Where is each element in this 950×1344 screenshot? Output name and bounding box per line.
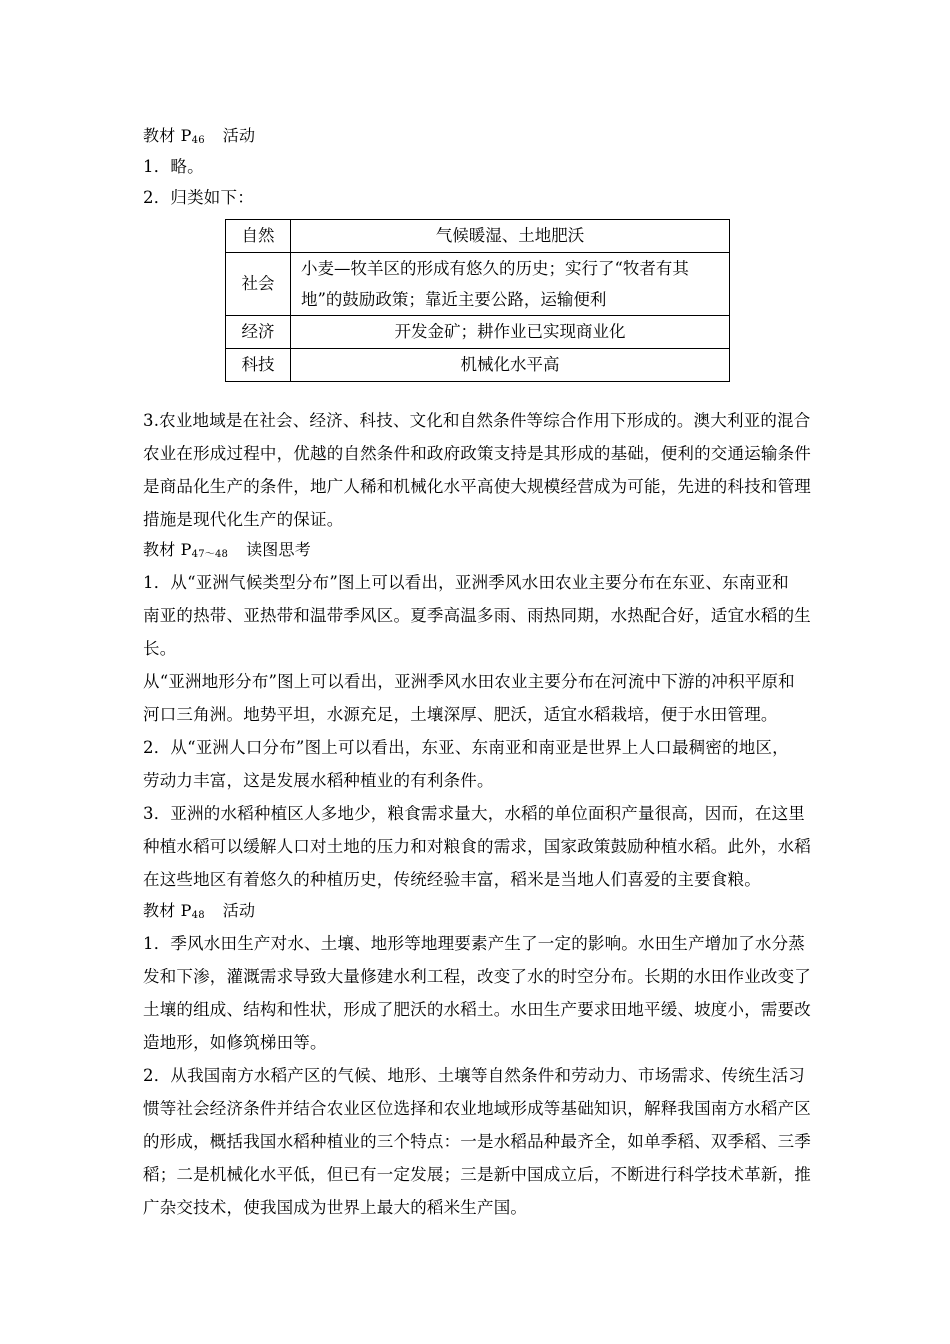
paragraph-line: 2．从“亚洲人口分布”图上可以看出，东亚、东南亚和南亚是世界上人口最稠密的地区， [143,738,789,757]
row-value-line: 小麦—牧羊区的形成有悠久的历史；实行了“牧者有其 [301,259,689,278]
paragraph-line: 南亚的热带、亚热带和温带季风区。夏季高温多雨、雨热同期，水热配合好，适宜水稻的生 [143,606,811,625]
section-heading-p46 [143,126,255,151]
row-key: 科技 [226,349,291,382]
row-value: 机械化水平高 [291,349,730,382]
paragraph-line: 土壤的组成、结构和性状，形成了肥沃的水稻土。水田生产要求田地平缓、坡度小，需要改 [143,1000,811,1019]
row-value: 开发金矿；耕作业已实现商业化 [291,316,730,349]
paragraph-line: 2．从我国南方水稻产区的气候、地形、土壤等自然条件和劳动力、市场需求、传统生活习 [143,1066,805,1085]
row-key: 自然 [226,220,291,253]
paragraph-line: 造地形，如修筑梯田等。 [143,1033,327,1052]
paragraph-line: 广杂交技术，使我国成为世界上最大的稻米生产国。 [143,1198,528,1217]
paragraph-line: 长。 [143,639,177,658]
section-heading-p47-48 [143,540,311,565]
paragraph-line: 稻；二是机械化水平低，但已有一定发展；三是新中国成立后，不断进行科学技术革新，推 [143,1165,811,1184]
row-value: 气候暖湿、土地肥沃 [291,220,730,253]
paragraph-line: 农业在形成过程中，优越的自然条件和政府政策支持是其形成的基础，便利的交通运输条件 [143,444,811,463]
paragraph-line: 种植水稻可以缓解人口对土地的压力和对粮食的需求，国家政策鼓励种植水稻。此外，水稻 [143,837,811,856]
activity-label: 活动 [222,901,256,920]
item-2: 2．归类如下： [143,188,254,207]
table-row [226,349,730,382]
activity-label: 读图思考 [246,540,311,559]
row-value-line: 地”的鼓励政策；靠近主要公路，运输便利 [301,290,607,309]
page-ref: 教材 $P_{47\sim 48}$ [143,540,229,560]
paragraph-line: 3．亚洲的水稻种植区人多地少，粮食需求量大，水稻的单位面积产量很高，因而，在这里 [143,804,805,823]
row-key: 社会 [226,253,291,316]
activity-label: 活动 [222,126,256,145]
table-row [226,220,730,253]
paragraph-line: 3.农业地域是在社会、经济、科技、文化和自然条件等综合作用下形成的。澳大利亚的混合 [143,411,811,430]
paragraph-line: 1．季风水田生产对水、土壤、地形等地理要素产生了一定的影响。水田生产增加了水分蒸 [143,934,805,953]
classification-table [225,219,730,382]
item-1: 1．略。 [143,157,204,176]
paragraph-line: 从“亚洲地形分布”图上可以看出，亚洲季风水田农业主要分布在河流中下游的冲积平原和 [143,672,795,691]
table-row [226,316,730,349]
row-value [291,253,730,316]
paragraph-line: 河口三角洲。地势平坦，水源充足，土壤深厚、肥沃，适宜水稻栽培，便于水田管理。 [143,705,778,724]
paragraph-line: 1．从“亚洲气候类型分布”图上可以看出，亚洲季风水田农业主要分布在东亚、东南亚和 [143,573,789,592]
table-row [226,253,730,316]
paragraph-line: 惯等社会经济条件并结合农业区位选择和农业地域形成等基础知识，解释我国南方水稻产区 [143,1099,811,1118]
paragraph-line: 的形成，概括我国水稻种植业的三个特点：一是水稻品种最齐全，如单季稻、双季稻、三季 [143,1132,811,1151]
page-ref: 教材 $P_{46}$ [143,126,205,146]
paragraph-line: 在这些地区有着悠久的种植历史，传统经验丰富，稻米是当地人们喜爱的主要食粮。 [143,870,761,889]
paragraph-line: 措施是现代化生产的保证。 [143,510,344,529]
page-ref: 教材 $P_{48}$ [143,901,205,921]
paragraph-line: 发和下渗，灌溉需求导致大量修建水利工程，改变了水的时空分布。长期的水田作业改变了 [143,967,811,986]
section-heading-p48 [143,901,255,926]
paragraph-line: 是商品化生产的条件，地广人稀和机械化水平高使大规模经营成为可能，先进的科技和管理 [143,477,811,496]
paragraph-line: 劳动力丰富，这是发展水稻种植业的有利条件。 [143,771,494,790]
row-key: 经济 [226,316,291,349]
